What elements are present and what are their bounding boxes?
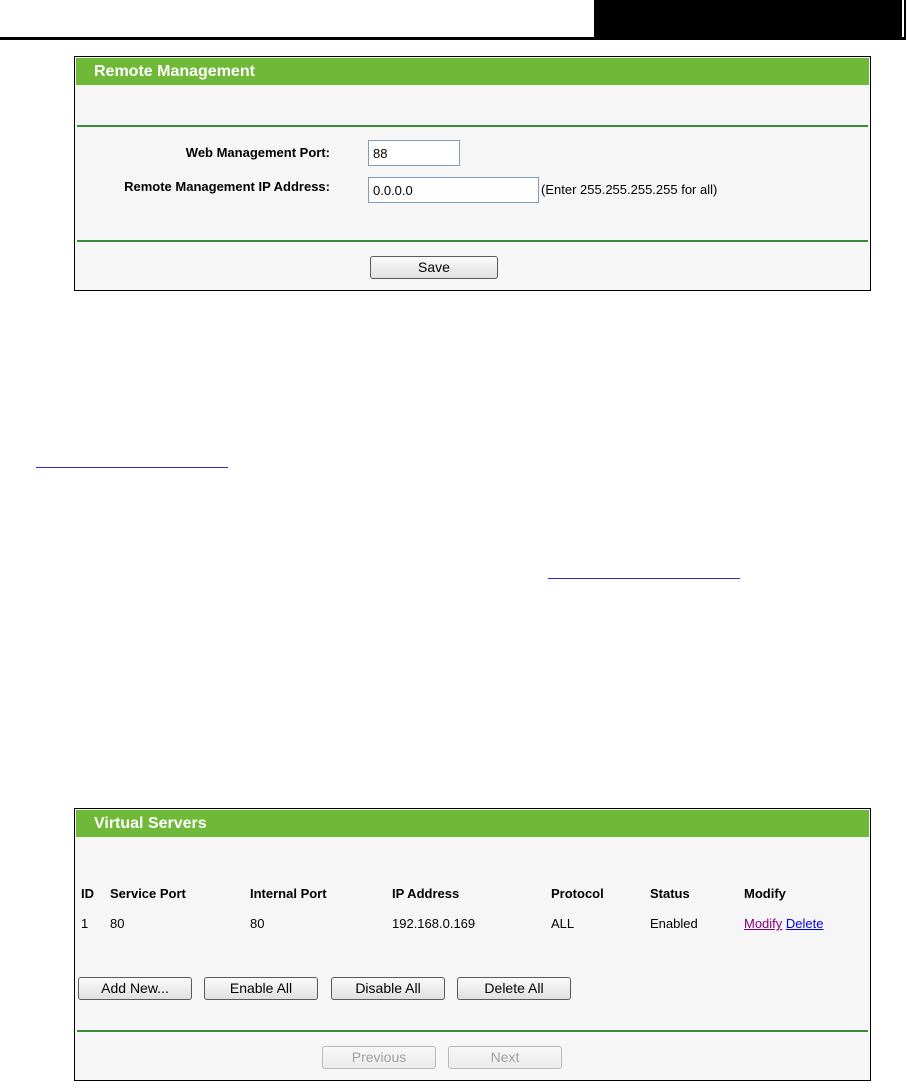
panel-title: Virtual Servers <box>76 810 869 837</box>
column-header-ip-address: IP Address <box>392 886 460 901</box>
delete-link[interactable]: Delete <box>785 916 824 931</box>
cell-service-port: 80 <box>110 916 125 931</box>
cell-status: Enabled <box>650 916 698 931</box>
remote-management-panel <box>74 56 871 291</box>
doc-link[interactable] <box>548 578 740 579</box>
previous-button[interactable]: Previous <box>322 1046 436 1069</box>
cell-ip-address: 192.168.0.169 <box>392 916 476 931</box>
divider <box>77 125 868 127</box>
next-button[interactable]: Next <box>448 1046 562 1069</box>
divider <box>77 1030 868 1032</box>
web-port-label: Web Management Port: <box>185 145 330 160</box>
column-header-id: ID <box>81 886 94 901</box>
cell-internal-port: 80 <box>250 916 265 931</box>
remote-ip-hint: (Enter 255.255.255.255 for all) <box>541 182 718 197</box>
save-button[interactable]: Save <box>370 256 498 279</box>
doc-link[interactable] <box>36 467 228 468</box>
page-header-rule <box>0 37 905 40</box>
cell-modify <box>744 916 824 932</box>
column-header-status: Status <box>650 886 690 901</box>
column-header-modify: Modify <box>744 886 786 901</box>
panel-title: Remote Management <box>76 58 869 85</box>
column-header-internal-port: Internal Port <box>250 886 327 901</box>
cell-protocol: ALL <box>551 916 575 931</box>
column-header-service-port: Service Port <box>110 886 186 901</box>
virtual-servers-panel <box>74 808 871 1081</box>
remote-ip-label: Remote Management IP Address: <box>124 179 330 194</box>
delete-all-button[interactable]: Delete All <box>457 977 571 1000</box>
modify-link[interactable]: Modify <box>744 916 783 931</box>
page-header-block <box>594 0 902 37</box>
add-new-button[interactable]: Add New... <box>78 977 192 1000</box>
column-header-protocol: Protocol <box>551 886 604 901</box>
web-port-input[interactable] <box>368 140 460 166</box>
divider <box>77 240 868 242</box>
disable-all-button[interactable]: Disable All <box>331 977 445 1000</box>
page-header-edge <box>904 0 906 40</box>
cell-id: 1 <box>81 916 89 931</box>
remote-ip-input[interactable] <box>368 177 539 203</box>
enable-all-button[interactable]: Enable All <box>204 977 318 1000</box>
